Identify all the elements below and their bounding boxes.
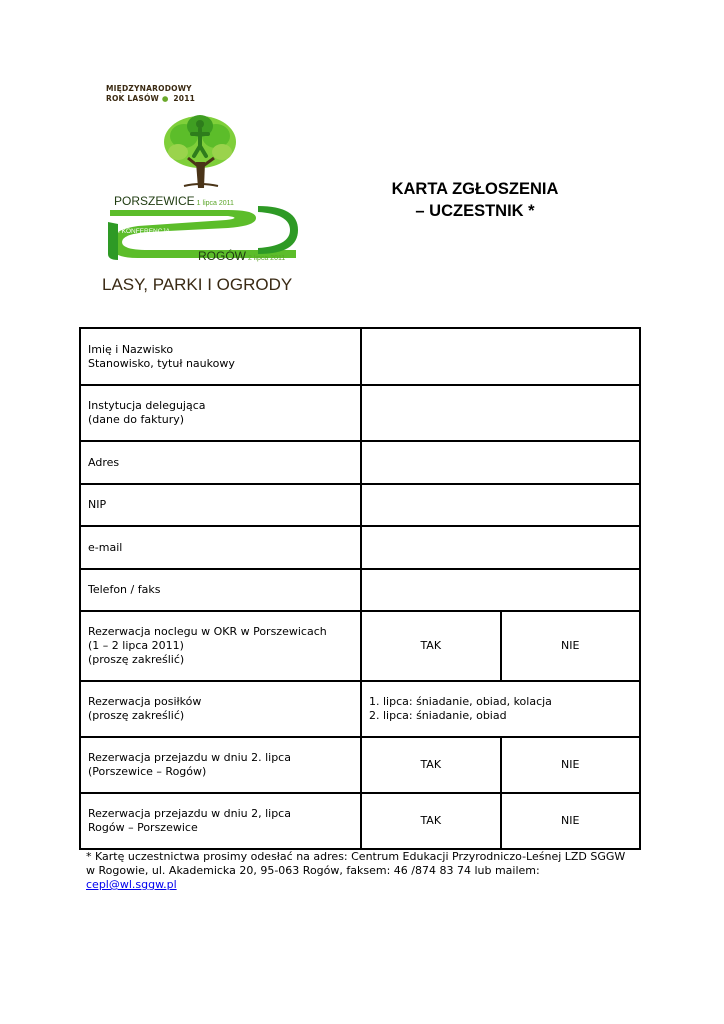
nip-label: NIP xyxy=(80,484,361,526)
transfer2-no-option[interactable]: NIE xyxy=(501,793,641,849)
form-row-nip xyxy=(80,484,640,526)
phone-label: Telefon / faks xyxy=(80,569,361,611)
form-row-lodging xyxy=(80,611,640,681)
email-field[interactable] xyxy=(361,526,640,569)
lodging-label: Rezerwacja noclegu w OKR w Porszewicach (1 – 2 lipca 2011) (proszę zakreślić) xyxy=(80,611,361,681)
transfer1-label: Rezerwacja przejazdu w dniu 2. lipca (Porszewice – Rogów) xyxy=(80,737,361,793)
logo-place-rogow: ROGÓW 2 lipca 2011 xyxy=(198,249,286,263)
transfer2-label: Rezerwacja przejazdu w dniu 2, lipca Rogów – Porszewice xyxy=(80,793,361,849)
lodging-no-option[interactable]: NIE xyxy=(501,611,641,681)
phone-field[interactable] xyxy=(361,569,640,611)
logo-year-label: MIĘDZYNARODOWY ROK LASÓW ● 2011 xyxy=(106,84,196,103)
tree-icon xyxy=(160,112,240,188)
meals-label: Rezerwacja posiłków (proszę zakreślić) xyxy=(80,681,361,737)
logo-theme: LASY, PARKI I OGRODY xyxy=(102,275,293,294)
form-row-transfer2 xyxy=(80,793,640,849)
title-line2: – UCZESTNIK * xyxy=(415,202,535,220)
logo-date1: 1 lipca 2011 xyxy=(196,200,234,207)
meals-option-day2[interactable]: 2. lipca: śniadanie, obiad xyxy=(369,709,507,722)
logo-date2: 2 lipca 2011 xyxy=(248,255,286,262)
nip-field[interactable] xyxy=(361,484,640,526)
title-line1: KARTA ZGŁOSZENIA xyxy=(391,180,559,198)
form-row-address xyxy=(80,441,640,484)
form-row-meals xyxy=(80,681,640,737)
address-field[interactable] xyxy=(361,441,640,484)
contact-email-link[interactable]: cepl@wl.sggw.pl xyxy=(86,878,177,891)
form-row-transfer1 xyxy=(80,737,640,793)
logo-year-line1: MIĘDZYNARODOWY xyxy=(106,84,192,93)
institution-field[interactable] xyxy=(361,385,640,441)
transfer1-no-option[interactable]: NIE xyxy=(501,737,641,793)
footnote-line1: * Kartę uczestnictwa prosimy odesłać na adres: Centrum Edukacji Przyrodniczo-Leśnej LZD SGGW xyxy=(86,850,626,863)
transfer1-yes-option[interactable]: TAK xyxy=(361,737,501,793)
name-field[interactable] xyxy=(361,328,640,385)
form-row-phone xyxy=(80,569,640,611)
logo-place-porszewice: PORSZEWICE 1 lipca 2011 xyxy=(114,194,234,208)
conference-logo xyxy=(100,80,300,300)
transfer2-yes-option[interactable]: TAK xyxy=(361,793,501,849)
lodging-yes-option[interactable]: TAK xyxy=(361,611,501,681)
logo-year-line3: 2011 xyxy=(173,94,196,103)
registration-form-table xyxy=(79,327,641,850)
meals-option-day1[interactable]: 1. lipca: śniadanie, obiad, kolacja xyxy=(369,695,552,708)
form-row-institution xyxy=(80,385,640,441)
form-row-name xyxy=(80,328,640,385)
address-label: Adres xyxy=(80,441,361,484)
logo-conference-label: I KONFERENCJA xyxy=(118,228,171,235)
email-label: e-mail xyxy=(80,526,361,569)
name-label: Imię i Nazwisko Stanowisko, tytuł naukowy xyxy=(80,328,361,385)
meals-options xyxy=(361,681,640,737)
footnote-line2: w Rogowie, ul. Akademicka 20, 95-063 Rogów, faksem: 46 /874 83 74 lub mailem: xyxy=(86,864,540,877)
form-row-email xyxy=(80,526,640,569)
institution-label: Instytucja delegująca (dane do faktury) xyxy=(80,385,361,441)
page-title xyxy=(350,178,600,222)
footnote xyxy=(86,850,646,892)
logo-year-line2: ROK LASÓW xyxy=(106,94,160,103)
